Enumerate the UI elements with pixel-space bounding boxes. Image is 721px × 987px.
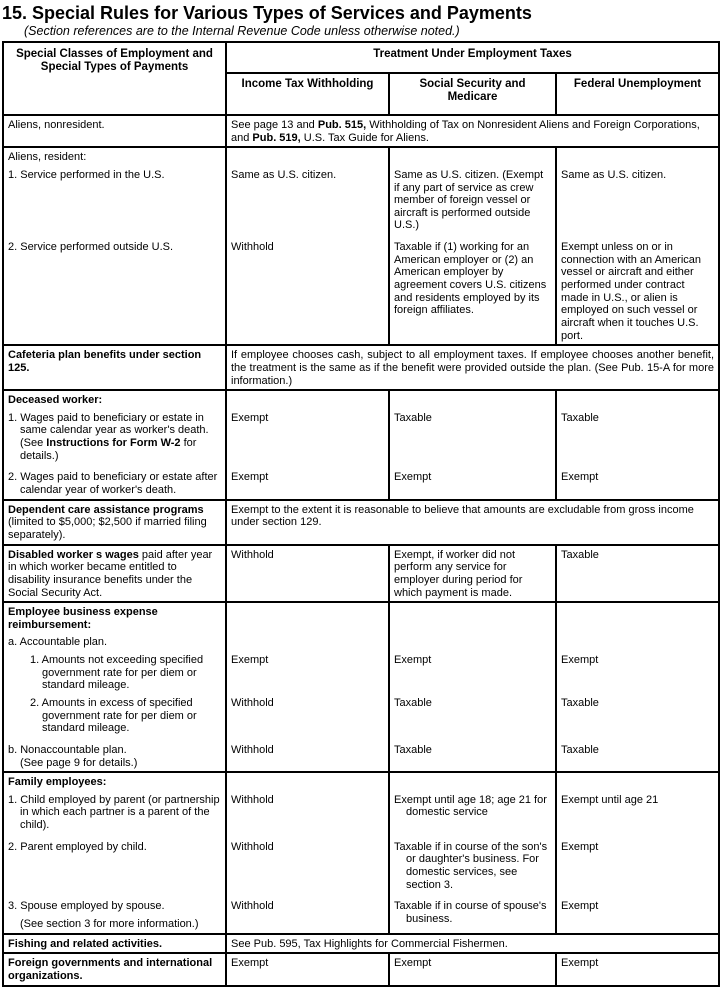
cell-withholding: Withhold [226,234,389,345]
cell-futa: Exempt [556,893,719,933]
cell-ss-medicare [389,772,556,791]
cell-futa: Taxable [556,409,719,465]
column-header-ss-medicare: Social Security and Medicare [389,73,556,115]
text-segment: paid after year in which worker became entitled to disability insurance benefits under the Social Security Act. [8,548,213,599]
row-label: Cafeteria plan benefits under section 125. [3,345,226,390]
row-label-note: (See section 3 for more information.) [20,917,199,930]
row-business-expense-header [3,602,719,633]
row-dependent-care [3,500,719,545]
cell-ss-medicare: Taxable [389,694,556,737]
cell-withholding [226,633,389,651]
row-label: Foreign governments and international organizations. [3,953,226,985]
section-note: (Section references are to the Internal Revenue Code unless otherwise noted.) [24,24,460,38]
column-header-treatment: Treatment Under Employment Taxes [226,42,719,73]
row-label [3,737,226,772]
cell-ss-medicare: Taxable [389,409,556,465]
row-foreign-governments [3,953,719,985]
row-aliens-resident-item1 [3,166,719,234]
row-label: a. Accountable plan. [8,636,108,649]
row-label: Family employees: [3,772,226,791]
cell-withholding: Withhold [226,545,389,603]
cell-withholding: Withhold [226,791,389,834]
cell-futa: Same as U.S. citizen. [556,166,719,234]
cell-spanning-treatment: If employee chooses cash, subject to all employment taxes. If employee chooses another benefit, the treatment is the same as if the benefit were provided outside the plan. (See Pub. 15-A for more information.) [226,345,719,390]
cell-futa: Exempt [556,464,719,499]
row-label: 2. Wages paid to beneficiary or estate after calendar year of worker's death. [8,471,218,497]
cell-futa: Exempt unless on or in connection with an American vessel or aircraft and either performed under contract made in U.S., or alien is employed on such vessel or aircraft when it touches U.S. port. [556,234,719,345]
row-label: 2. Service performed outside U.S. [8,241,174,254]
row-aliens-nonresident [3,115,719,147]
cell-ss-medicare: Exempt until age 18; age 21 for domestic service [389,791,556,834]
cell-futa: Exempt until age 21 [556,791,719,834]
cell-withholding: Exempt [226,651,389,694]
column-header-special-classes: Special Classes of Employment and Special Types of Payments [16,48,213,74]
row-aliens-resident-item2 [3,234,719,345]
cell-futa: Exempt [556,651,719,694]
row-deceased-worker-item2 [3,464,719,499]
cell-futa [556,147,719,166]
text-segment: b. Nonaccountable plan. [8,743,127,756]
cell-withholding: Same as U.S. citizen. [226,166,389,234]
row-label: 2. Parent employed by child. [8,840,147,853]
row-label: 2. Amounts in excess of specified government rate for per diem or standard mileage. [30,696,197,735]
row-label: Aliens, resident: [3,147,226,166]
column-header-income-tax: Income Tax Withholding [226,73,389,115]
row-label: Aliens, nonresident. [3,115,226,147]
cell-futa [556,633,719,651]
row-disabled-worker [3,545,719,603]
row-label: Fishing and related activities. [3,934,226,954]
row-label: Employee business expense reimbursement: [3,602,226,633]
cell-ss-medicare [389,147,556,166]
row-business-expense-item-a [3,633,719,651]
cell-ss-medicare: Exempt [389,953,556,985]
text-segment: 1. Wages paid to beneficiary or estate in same calendar year as worker's death. (See [8,411,209,450]
cell-withholding: Exempt [226,953,389,985]
row-business-expense-item-b [3,737,719,772]
pub-519-reference: Pub. 519, [252,131,301,144]
cell-ss-medicare: Exempt, if worker did not perform any service for employer during period for which payment is made. [389,545,556,603]
row-fishing [3,934,719,954]
row-label: 1. Amounts not exceeding specified government rate for per diem or standard mileage. [30,654,204,692]
cell-spanning-treatment [226,115,719,147]
text-segment-bold: Dependent care assistance programs [8,503,204,516]
cell-withholding [226,602,389,633]
page-title: 15. Special Rules for Various Types of Services and Payments [2,3,532,23]
cell-futa: Exempt [556,953,719,985]
column-header-futa: Federal Unemployment [556,73,719,115]
cell-ss-medicare [389,602,556,633]
cell-ss-medicare: Exempt [389,464,556,499]
row-business-expense-item-a1 [3,651,719,694]
form-w2-reference: Instructions for Form W-2 [46,437,181,450]
text-segment: (limited to $5,000; $2,500 if married filing separately). [8,516,207,541]
cell-futa: Taxable [556,694,719,737]
text-segment: See page 13 and [231,119,318,131]
row-family-employees-item1 [3,791,719,834]
text-segment: U.S. Tax Guide for Aliens. [300,131,429,144]
row-label: 1. Service performed in the U.S. [8,168,165,181]
row-deceased-worker-item1 [3,409,719,465]
cell-ss-medicare: Exempt [389,651,556,694]
cell-futa [556,772,719,791]
cell-ss-medicare: Taxable [389,737,556,772]
row-label [3,500,226,545]
row-label [3,893,226,933]
cell-withholding: Withhold [226,834,389,894]
cell-withholding: Withhold [226,893,389,933]
row-label: 1. Child employed by parent (or partnership in which each partner is a parent of the child). [8,793,220,832]
text-segment: 3. Spouse employed by spouse. [8,900,165,913]
cell-ss-medicare: Same as U.S. citizen. (Exempt if any part of service as crew member of foreign vessel or aircraft is performed outside U.S.) [389,166,556,234]
cell-withholding: Exempt [226,409,389,465]
row-aliens-resident-header [3,147,719,166]
row-family-employees-item3 [3,893,719,933]
row-label [3,409,226,465]
row-family-employees-item2 [3,834,719,894]
cell-withholding [226,772,389,791]
cell-futa [556,390,719,409]
row-deceased-worker-header [3,390,719,409]
row-label: Deceased worker: [3,390,226,409]
cell-withholding: Exempt [226,464,389,499]
cell-spanning-treatment: Exempt to the extent it is reasonable to believe that amounts are excludable from gross income under section 129. [226,500,719,545]
row-business-expense-item-a2 [3,694,719,737]
cell-ss-medicare: Taxable if in course of spouse's business. [389,893,556,933]
cell-spanning-treatment: See Pub. 595, Tax Highlights for Commercial Fishermen. [226,934,719,954]
special-rules-table [2,41,720,987]
row-label-note: (See page 9 for details.) [20,756,138,769]
cell-withholding [226,390,389,409]
row-family-employees-header [3,772,719,791]
cell-futa: Exempt [556,834,719,894]
pub-515-reference: Pub. 515, [317,119,367,131]
text-segment: for details.) [20,437,197,462]
cell-withholding [226,147,389,166]
cell-futa [556,602,719,633]
cell-withholding: Withhold [226,737,389,772]
cell-futa: Taxable [556,737,719,772]
cell-ss-medicare: Taxable if (1) working for an American employer or (2) an American employer by agreement covers U.S. citizens and residents employed by its foreign affiliates. [389,234,556,345]
row-cafeteria-plan [3,345,719,390]
text-segment: Withholding of Tax on Nonresident Aliens and Foreign Corporations, and [231,119,700,144]
text-segment-bold: Disabled worker s wages [8,548,139,561]
cell-withholding: Withhold [226,694,389,737]
cell-ss-medicare [389,633,556,651]
cell-ss-medicare [389,390,556,409]
cell-ss-medicare: Taxable if in course of the son's or daughter's business. For domestic services, see section 3. [389,834,556,894]
row-label [3,545,226,603]
cell-futa: Taxable [556,545,719,603]
